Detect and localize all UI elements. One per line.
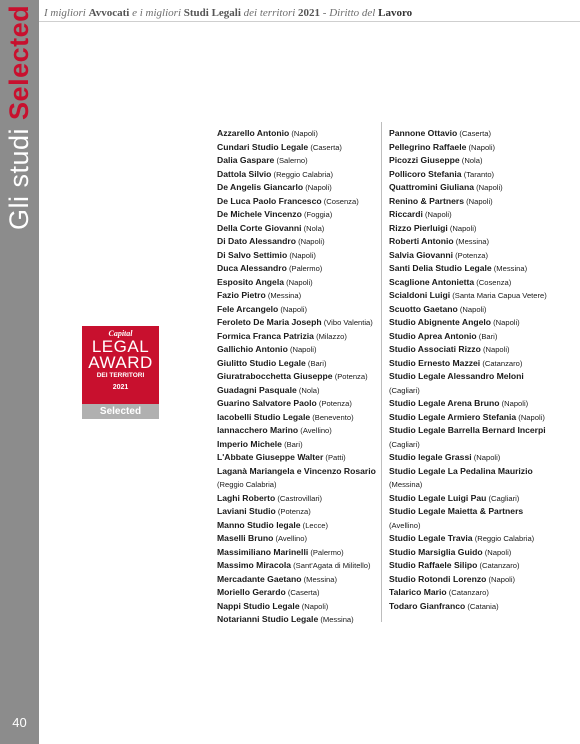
list-item xyxy=(217,249,387,263)
header-text-5: dei territori xyxy=(240,7,299,19)
list-item-name: Studio Legale Alessandro Meloni xyxy=(389,371,524,381)
list-item-city: (Napoli) xyxy=(289,129,318,138)
list-item xyxy=(389,343,565,357)
list-item-name: Cundari Studio Legale xyxy=(217,141,309,152)
list-item-city: (Napoli) xyxy=(466,142,496,152)
list-item xyxy=(217,411,387,425)
list-item-city: (Palermo) xyxy=(286,264,323,273)
list-item-city: (Napoli) xyxy=(278,304,307,314)
list-item xyxy=(217,276,387,290)
list-item-name: Scaglione Antonietta xyxy=(389,276,475,287)
list-item xyxy=(389,127,565,141)
list-item-city: (Bari) xyxy=(476,331,498,341)
list-item-name: Laviani Studio xyxy=(217,506,276,516)
list-item xyxy=(389,289,565,303)
list-item-name: Quattromini Giuliana xyxy=(389,182,474,192)
list-item-city: (Catania) xyxy=(465,601,499,611)
list-item xyxy=(389,451,565,465)
list-item-name: Manno Studio legale xyxy=(217,519,301,530)
list-item-city: (Nola) xyxy=(459,156,483,165)
list-item xyxy=(217,141,387,155)
list-item-city: (Napoli) xyxy=(474,183,503,192)
list-item-city: (Avellino) xyxy=(389,520,421,530)
list-item-city: (Napoli) xyxy=(480,345,510,354)
list-item-city: (Reggio Calabria) xyxy=(271,169,334,179)
header-text-8: Lavoro xyxy=(378,7,413,19)
list-item xyxy=(217,573,387,587)
list-item xyxy=(217,546,387,560)
list-item xyxy=(217,451,387,465)
list-item xyxy=(389,559,565,573)
list-item-name: Notarianni Studio Legale xyxy=(217,614,319,624)
list-item xyxy=(389,370,565,384)
list-item-city: (Nola) xyxy=(301,223,325,233)
list-item xyxy=(217,343,387,357)
list-item-name: Picozzi Giuseppe xyxy=(389,155,460,165)
list-item-name: Studio Abignente Angelo xyxy=(389,317,491,327)
list-item-name: Salvia Giovanni xyxy=(389,249,453,260)
list-item-city: (Napoli) xyxy=(447,223,477,233)
list-item-city: (Napoli) xyxy=(422,210,452,219)
list-item xyxy=(389,303,565,317)
list-item-name: Giuratrabocchetta Giuseppe xyxy=(217,371,333,381)
list-item-name: Esposito Angela xyxy=(217,276,285,287)
list-item xyxy=(217,303,387,317)
list-item-city: (Reggio Calabria) xyxy=(217,480,277,489)
list-item-name: Studio legale Grassi xyxy=(389,452,472,462)
list-item-city: (Messina) xyxy=(265,291,302,300)
list-item-name: Duca Alessandro xyxy=(217,263,287,273)
list-item xyxy=(389,141,565,155)
list-item xyxy=(217,289,387,303)
list-item xyxy=(217,424,387,438)
list-item-name: Dalia Gaspare xyxy=(217,155,275,165)
list-item-name: Laganà Mariangela e Vincenzo Rosario xyxy=(217,465,376,476)
list-item xyxy=(217,559,387,573)
badge-selected: Selected xyxy=(82,404,159,419)
list-item-city: (Bari) xyxy=(281,439,303,449)
list-item-city: (Nola) xyxy=(296,385,320,395)
list-item-name: Renino & Partners xyxy=(389,195,464,206)
list-item xyxy=(389,600,565,614)
list-item-name: Guadagni Pasquale xyxy=(217,384,297,395)
list-item xyxy=(217,370,387,384)
list-item xyxy=(389,478,565,492)
list-item xyxy=(217,384,387,398)
list-item-city: (Potenza) xyxy=(453,250,489,260)
list-item-name: L'Abbate Giuseppe Walter xyxy=(217,452,324,462)
list-item xyxy=(389,586,565,600)
left-column-list xyxy=(217,127,387,627)
list-item-city: (Cagliari) xyxy=(486,493,520,503)
list-item-name: Studio Legale Luigi Pau xyxy=(389,492,487,503)
list-item xyxy=(217,195,387,209)
list-item xyxy=(217,613,387,627)
list-item-name: Iacobelli Studio Legale xyxy=(217,411,311,422)
list-item-city: (Patti) xyxy=(323,453,346,462)
list-item xyxy=(217,222,387,236)
list-item-name: Di Dato Alessandro xyxy=(217,236,296,246)
list-item-city: (Catanzaro) xyxy=(477,561,520,570)
list-item-city: (Cagliari) xyxy=(389,385,420,395)
list-item-city: (Bari) xyxy=(305,358,327,368)
list-item-city: (Santa Maria Capua Vetere) xyxy=(450,291,547,300)
list-item-city: (Cagliari) xyxy=(389,439,420,449)
list-item xyxy=(389,519,565,533)
list-item-name: Studio Marsiglia Guido xyxy=(389,546,483,557)
list-item xyxy=(389,195,565,209)
list-item-name: Roberti Antonio xyxy=(389,236,454,246)
list-item-city: (Napoli) xyxy=(482,547,512,557)
list-item-name: Fazio Pietro xyxy=(217,290,266,300)
list-item xyxy=(389,397,565,411)
list-item xyxy=(389,505,565,519)
list-item xyxy=(217,465,387,479)
list-item xyxy=(389,411,565,425)
list-item xyxy=(389,424,565,438)
list-item xyxy=(389,465,565,479)
list-item-city: (Lecce) xyxy=(300,520,328,530)
list-item xyxy=(389,546,565,560)
list-item-city: (Messina) xyxy=(389,480,423,489)
list-item-name: Studio Associati Rizzo xyxy=(389,344,481,354)
list-item-name: Di Salvo Settimio xyxy=(217,249,288,260)
list-item-name: Giulitto Studio Legale xyxy=(217,357,306,368)
list-item-name: Massimiliano Marinelli xyxy=(217,546,309,557)
list-item-name: Scuotto Gaetano xyxy=(389,303,458,314)
list-item-city: (Avellino) xyxy=(273,534,307,543)
list-item-city: (Castrovillari) xyxy=(275,493,323,503)
list-item xyxy=(217,181,387,195)
list-item-name: De Luca Paolo Francesco xyxy=(217,195,322,206)
list-item xyxy=(389,438,565,452)
list-item xyxy=(389,276,565,290)
list-item-city: (Cosenza) xyxy=(474,277,512,287)
list-item xyxy=(217,505,387,519)
list-item-city: (Taranto) xyxy=(461,169,495,179)
list-item-city: (Potenza) xyxy=(316,399,352,408)
list-item-name: Fele Arcangelo xyxy=(217,303,279,314)
list-item xyxy=(389,249,565,263)
list-item-name: Pannone Ottavio xyxy=(389,128,458,138)
list-item-name: Studio Aprea Antonio xyxy=(389,330,477,341)
badge-legal: LEGAL xyxy=(91,337,150,356)
list-item-name: Riccardi xyxy=(389,209,423,219)
sidebar-title-prefix: Gli studi xyxy=(4,119,34,230)
list-item-city: (Messina) xyxy=(318,615,354,624)
list-item-city: (Vibo Valentia) xyxy=(321,318,373,327)
list-item xyxy=(217,519,387,533)
sidebar xyxy=(0,0,39,744)
list-item xyxy=(217,316,387,330)
list-item xyxy=(217,600,387,614)
list-item-city: (Napoli) xyxy=(491,318,520,327)
list-item xyxy=(217,208,387,222)
list-item-city: (Potenza) xyxy=(332,372,368,381)
page-number: 40 xyxy=(12,715,27,730)
list-item xyxy=(389,154,565,168)
list-item-city: (Catanzaro) xyxy=(446,588,489,597)
list-item xyxy=(389,573,565,587)
list-item-name: Studio Legale Barrella Bernard Incerpi xyxy=(389,425,546,435)
list-item-name: Formica Franca Patrizia xyxy=(217,330,314,341)
list-item xyxy=(217,586,387,600)
badge-capital-logo: Capital xyxy=(108,329,133,338)
list-item-name: Studio Legale Maietta & Partners xyxy=(389,506,524,516)
list-item-city: (Salerno) xyxy=(274,156,308,165)
badge-year: 2021 xyxy=(112,384,129,391)
list-item xyxy=(389,262,565,276)
list-item-name: Dattola Silvio xyxy=(217,168,272,179)
list-item-name: Nappi Studio Legale xyxy=(217,600,300,611)
list-item-city: (Cosenza) xyxy=(321,196,359,206)
list-item-city: (Messina) xyxy=(491,264,528,273)
list-item xyxy=(389,222,565,236)
list-item xyxy=(389,208,565,222)
list-item xyxy=(389,316,565,330)
list-item-name: Feroleto De Maria Joseph xyxy=(217,317,322,327)
header-text-2: Avvocati xyxy=(88,7,130,19)
list-item-name: Studio Rotondi Lorenzo xyxy=(389,573,487,584)
list-item-name: Studio Raffaele Silipo xyxy=(389,560,478,570)
list-item-city: (Messina) xyxy=(301,574,337,584)
list-item-name: Todaro Gianfranco xyxy=(389,600,466,611)
list-item xyxy=(217,127,387,141)
list-item-city: (Caserta) xyxy=(457,129,492,138)
list-item-city: (Sant'Agata di Militello) xyxy=(291,561,371,570)
list-item-city: (Napoli) xyxy=(299,601,329,611)
list-item-city: (Napoli) xyxy=(516,412,545,422)
list-item xyxy=(217,168,387,182)
list-item xyxy=(389,181,565,195)
list-item-city: (Palermo) xyxy=(308,547,344,557)
list-item-city: (Napoli) xyxy=(486,574,516,584)
list-item xyxy=(217,262,387,276)
list-item xyxy=(389,384,565,398)
list-item xyxy=(389,235,565,249)
list-item xyxy=(217,532,387,546)
list-item xyxy=(217,478,387,492)
list-item-city: (Napoli) xyxy=(463,196,493,206)
list-item xyxy=(389,357,565,371)
list-item-name: Studio Ernesto Mazzei xyxy=(389,357,481,368)
list-item-city: (Avellino) xyxy=(298,426,332,435)
list-item-name: Scialdoni Luigi xyxy=(389,290,451,300)
header-divider xyxy=(39,21,580,22)
list-item xyxy=(389,492,565,506)
list-item xyxy=(217,357,387,371)
list-item xyxy=(217,235,387,249)
list-item-name: Pollicoro Stefania xyxy=(389,168,462,179)
list-item-name: Azzarello Antonio xyxy=(217,128,290,138)
legal-award-badge xyxy=(82,326,159,419)
list-item-name: Maselli Bruno xyxy=(217,533,274,543)
list-item-name: Studio Legale Travia xyxy=(389,533,473,543)
list-item-name: Santi Delia Studio Legale xyxy=(389,263,492,273)
list-item-name: Gallichio Antonio xyxy=(217,344,288,354)
column-divider xyxy=(381,122,382,622)
list-item-city: (Napoli) xyxy=(457,304,487,314)
sidebar-title xyxy=(4,5,34,230)
list-item-city: (Napoli) xyxy=(284,277,313,287)
header-text-3: e i migliori xyxy=(129,7,184,19)
list-item xyxy=(389,532,565,546)
list-item xyxy=(217,330,387,344)
list-item-name: De Michele Vincenzo xyxy=(217,209,302,219)
list-item-city: (Messina) xyxy=(453,237,490,246)
list-item-name: Talarico Mario xyxy=(389,587,447,597)
list-item-name: Studio Legale Arena Bruno xyxy=(389,398,500,408)
list-item xyxy=(389,168,565,182)
list-item-name: Mercadante Gaetano xyxy=(217,573,302,584)
list-item-city: (Catanzaro) xyxy=(480,358,523,368)
list-item-name: Studio Legale La Pedalina Maurizio xyxy=(389,465,533,476)
header-text-7: - Diritto del xyxy=(320,7,379,19)
list-item-city: (Milazzo) xyxy=(313,331,347,341)
list-item-city: (Foggia) xyxy=(301,210,333,219)
list-item-name: Iannacchero Marino xyxy=(217,425,299,435)
list-item-city: (Benevento) xyxy=(310,412,354,422)
list-item-city: (Caserta) xyxy=(308,142,342,152)
list-item-city: (Reggio Calabria) xyxy=(472,534,535,543)
header-text-1: I migliori xyxy=(44,7,89,19)
list-item xyxy=(389,330,565,344)
list-item-city: (Caserta) xyxy=(285,588,320,597)
list-item-name: Imperio Michele xyxy=(217,438,282,449)
list-item-city: (Napoli) xyxy=(287,345,317,354)
list-item-city: (Napoli) xyxy=(295,237,325,246)
list-item-name: Laghi Roberto xyxy=(217,492,276,503)
list-item-name: Rizzo Pierluigi xyxy=(389,222,448,233)
badge-award: AWARD xyxy=(88,353,153,372)
page-header xyxy=(44,7,412,19)
list-item-city: (Napoli) xyxy=(471,453,501,462)
list-item xyxy=(217,397,387,411)
list-item-name: Moriello Gerardo xyxy=(217,587,286,597)
list-item xyxy=(217,438,387,452)
list-item-city: (Napoli) xyxy=(499,399,529,408)
list-item-name: Guarino Salvatore Paolo xyxy=(217,398,317,408)
list-item xyxy=(217,154,387,168)
list-item-name: Massimo Miracola xyxy=(217,560,292,570)
badge-dei-territori: DEI TERRITORI xyxy=(96,372,145,379)
right-column-list xyxy=(389,127,565,613)
header-text-4: Studi Legali xyxy=(183,7,241,19)
header-text-6: 2021 xyxy=(298,7,321,19)
list-item-name: Studio Legale Armiero Stefania xyxy=(389,411,517,422)
list-item-name: De Angelis Giancarlo xyxy=(217,182,304,192)
list-item-city: (Napoli) xyxy=(287,250,316,260)
list-item xyxy=(217,492,387,506)
list-item-city: (Potenza) xyxy=(275,507,311,516)
list-item-name: Della Corte Giovanni xyxy=(217,222,302,233)
list-item-name: Pellegrino Raffaele xyxy=(389,141,467,152)
list-item-city: (Napoli) xyxy=(303,183,332,192)
sidebar-title-selected: Selected xyxy=(4,4,34,120)
